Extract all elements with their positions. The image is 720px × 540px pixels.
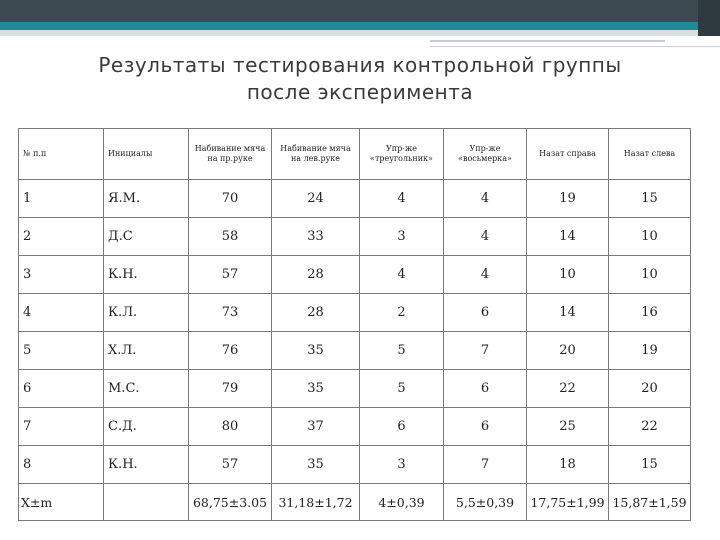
table-cell: 7 xyxy=(444,446,527,484)
table-cell: 24 xyxy=(272,180,360,218)
table-row xyxy=(19,408,691,446)
header-figure-eight: Упр-же «восьмерка» xyxy=(444,129,527,180)
slide-title-line-1: Результаты тестирования контрольной группы xyxy=(98,53,622,77)
table-cell: 16 xyxy=(609,294,691,332)
table-cell: 57 xyxy=(189,256,272,294)
table-cell: 15 xyxy=(609,180,691,218)
table-cell: 4 xyxy=(360,256,444,294)
header-back-left: Назат слева xyxy=(609,129,691,180)
table-cell: 19 xyxy=(527,180,609,218)
table-cell: 10 xyxy=(609,256,691,294)
table-row xyxy=(19,332,691,370)
slide-title xyxy=(40,52,680,106)
table-cell: 10 xyxy=(609,218,691,256)
table-cell: 37 xyxy=(272,408,360,446)
table-cell: 35 xyxy=(272,370,360,408)
table-cell: 76 xyxy=(189,332,272,370)
table-cell: 3 xyxy=(360,218,444,256)
table-cell: 25 xyxy=(527,408,609,446)
table-cell: 58 xyxy=(189,218,272,256)
table-cell: С.Д. xyxy=(104,408,189,446)
table-cell: 19 xyxy=(609,332,691,370)
summary-cell: 68,75±3.05 xyxy=(189,484,272,521)
summary-cell: 15,87±1,59 xyxy=(609,484,691,521)
summary-cell: 4±0,39 xyxy=(360,484,444,521)
table-cell: 35 xyxy=(272,446,360,484)
table-cell: 4 xyxy=(360,180,444,218)
table-cell: 14 xyxy=(527,294,609,332)
results-table xyxy=(18,128,691,521)
table-cell: Я.М. xyxy=(104,180,189,218)
table-cell: Х.Л. xyxy=(104,332,189,370)
table-cell: 6 xyxy=(444,294,527,332)
summary-cell: 5,5±0,39 xyxy=(444,484,527,521)
table-cell: 5 xyxy=(360,370,444,408)
table-cell: 6 xyxy=(19,370,104,408)
table-cell: 3 xyxy=(360,446,444,484)
slide-light-bar xyxy=(0,30,720,36)
table-cell: 6 xyxy=(444,408,527,446)
summary-cell: 17,75±1,99 xyxy=(527,484,609,521)
table-cell: 1 xyxy=(19,180,104,218)
table-cell: Д.С xyxy=(104,218,189,256)
table-cell: 2 xyxy=(360,294,444,332)
table-cell: 73 xyxy=(189,294,272,332)
table-cell: 70 xyxy=(189,180,272,218)
table-cell: 28 xyxy=(272,294,360,332)
decorative-line xyxy=(430,40,665,42)
table-cell: 57 xyxy=(189,446,272,484)
table-cell: 79 xyxy=(189,370,272,408)
table-cell: К.Н. xyxy=(104,256,189,294)
table-cell: 7 xyxy=(19,408,104,446)
table-row xyxy=(19,218,691,256)
summary-row xyxy=(19,484,691,521)
table-cell: 7 xyxy=(444,332,527,370)
table-cell: 6 xyxy=(360,408,444,446)
summary-label: X±m xyxy=(19,484,104,521)
table-cell: 2 xyxy=(19,218,104,256)
table-cell: 10 xyxy=(527,256,609,294)
table-cell: 33 xyxy=(272,218,360,256)
table-cell: 5 xyxy=(360,332,444,370)
slide-accent-bar xyxy=(0,22,720,30)
table-cell: 18 xyxy=(527,446,609,484)
table-cell: К.Л. xyxy=(104,294,189,332)
summary-cell xyxy=(104,484,189,521)
table-cell: 35 xyxy=(272,332,360,370)
table-cell: К.Н. xyxy=(104,446,189,484)
table-cell: 80 xyxy=(189,408,272,446)
table-cell: 22 xyxy=(609,408,691,446)
table-cell: 5 xyxy=(19,332,104,370)
table-cell: 14 xyxy=(527,218,609,256)
table-cell: 3 xyxy=(19,256,104,294)
table-cell: 8 xyxy=(19,446,104,484)
table-cell: 15 xyxy=(609,446,691,484)
table-cell: М.С. xyxy=(104,370,189,408)
table-cell: 20 xyxy=(527,332,609,370)
slide-title-line-2: после эксперимента xyxy=(246,80,474,104)
table-row xyxy=(19,370,691,408)
header-initials: Инициалы xyxy=(104,129,189,180)
table-row xyxy=(19,180,691,218)
table-cell: 4 xyxy=(444,180,527,218)
slide-top-bar xyxy=(0,0,720,22)
table-cell: 20 xyxy=(609,370,691,408)
table-cell: 6 xyxy=(444,370,527,408)
header-back-right: Назат справа xyxy=(527,129,609,180)
slide-corner-block xyxy=(698,0,720,36)
table-cell: 28 xyxy=(272,256,360,294)
table-cell: 4 xyxy=(19,294,104,332)
table-row xyxy=(19,256,691,294)
summary-cell: 31,18±1,72 xyxy=(272,484,360,521)
table-row xyxy=(19,294,691,332)
table-row xyxy=(19,446,691,484)
header-right-hand: Набивание мяча на пр.руке xyxy=(189,129,272,180)
header-left-hand: Набивание мяча на лев.руке xyxy=(272,129,360,180)
table-cell: 4 xyxy=(444,256,527,294)
table-cell: 22 xyxy=(527,370,609,408)
header-triangle: Упр-же «треугольник» xyxy=(360,129,444,180)
table-header-row xyxy=(19,129,691,180)
header-number: № п.п xyxy=(19,129,104,180)
table-cell: 4 xyxy=(444,218,527,256)
decorative-line xyxy=(430,46,720,47)
